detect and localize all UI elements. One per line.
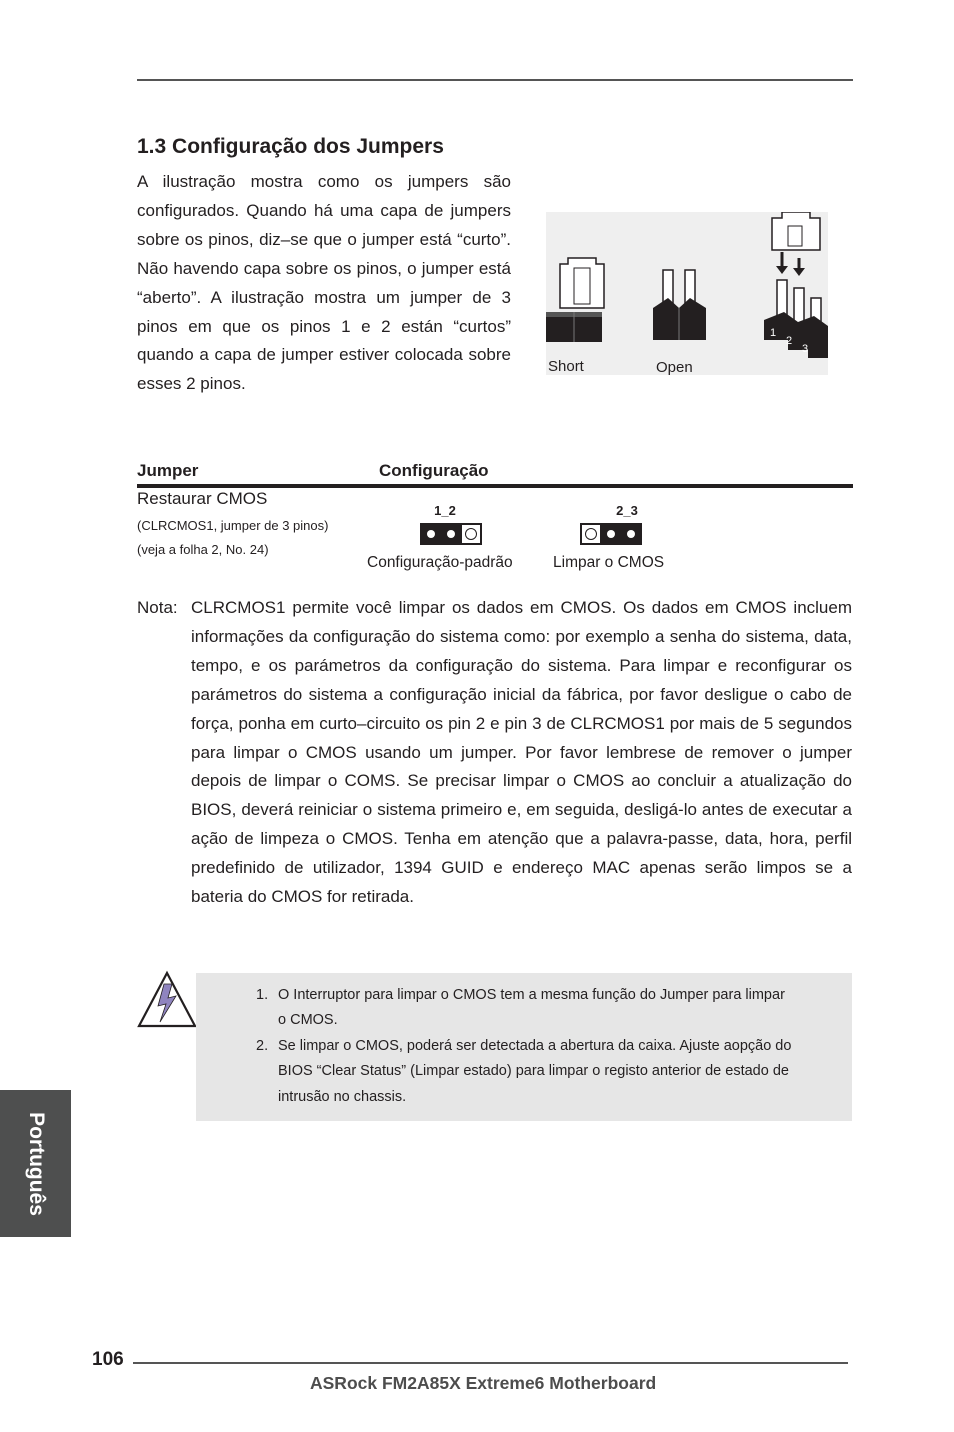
table-rule <box>137 484 853 488</box>
short-label: Short <box>548 358 584 375</box>
pin-2 <box>440 523 462 545</box>
caution-list <box>256 983 796 1110</box>
pin-1 <box>420 523 442 545</box>
open-label: Open <box>656 359 693 375</box>
page-number: 106 <box>92 1349 124 1370</box>
open-jumper-graphic <box>653 270 706 340</box>
caution-box <box>196 973 852 1121</box>
default-config-caption: Configuração-padrão <box>367 554 513 571</box>
pin-3 <box>460 523 482 545</box>
default-pin-header <box>420 523 482 549</box>
caution-item-text: O Interruptor para limpar o CMOS tem a mesma função do Jumper para limpar o CMOS. <box>278 987 785 1029</box>
caution-item <box>256 1034 796 1110</box>
table-header-jumper: Jumper <box>137 461 199 480</box>
pin-2 <box>600 523 622 545</box>
caution-item <box>256 983 796 1034</box>
clear-pin-header <box>580 523 642 549</box>
note-label: Nota: <box>137 598 178 617</box>
section-title: 1.3 Configuração dos Jumpers <box>137 135 444 158</box>
short-jumper-graphic <box>546 258 604 342</box>
caution-item-number: 1. <box>256 987 269 1003</box>
clear-cmos-caption: Limpar o CMOS <box>553 554 665 571</box>
row-name: Restaurar CMOS <box>137 489 268 508</box>
bottom-rule <box>133 1362 848 1364</box>
row-detail-2: (veja a folha 2, No. 24) <box>137 542 269 557</box>
pin-number-2: 2 <box>786 335 793 347</box>
intro-paragraph: A ilustração mostra como os jumpers são configurados. Quando há uma capa de jumpers sobre os pinos, diz–se que o jumper está “curto”. Não havendo capa sobre os pinos, o jumper está “aberto”. A ilustração mostra um jumper de 3 pinos em que os pinos 1 e 2 están “curtos” quando a capa de jumper estiver colocada sobre esses 2 pinos. <box>137 172 511 394</box>
default-pins-label: 1_2 <box>434 503 456 518</box>
clear-pins-label: 2_3 <box>616 503 638 518</box>
caution-item-text: Se limpar o CMOS, poderá ser detectada a abertura da caixa. Ajuste aopção do BIOS “Clear Status” (Limpar estado) para limpar o registo anterior de estado de intrusão no chassis. <box>278 1037 792 1105</box>
note-body: CLRCMOS1 permite você limpar os dados em CMOS. Os dados em CMOS incluem informações da configuração do sistema como: por exemplo a senha do sistema, data, tempo, e os parámetros da configuração do sistema. Para limpar e reconfigurar os parámetros do sistema a configuração inicial da fábrica, por favor desligue o cabo de força, ponha em curto–circuito os pin 2 e pin 3 de CLRCMOS1 por mais de 5 segundos para limpar o CMOS usando um jumper. Por favor lembrese de remover o jumper depois de limpar o COMS. Se precisar limpar o CMOS ao concluir a atualização do BIOS, deverá reiniciar o sistema primeiro e, em seguida, desligá-lo antes de executar a ação de limpeza o CMOS. Tenha em atenção que a palavra-passe, data, hora, perfil predefinido de utilizador, 1394 GUID e endereço MAC apenas serão limpos se a bateria do CMOS for retirada. <box>191 598 852 907</box>
pin-1 <box>580 523 602 545</box>
top-rule <box>137 79 853 81</box>
pin-number-3: 3 <box>802 343 809 355</box>
pin-number-1: 1 <box>770 327 777 339</box>
table-header-config: Configuração <box>379 461 489 480</box>
jumper-illustration <box>546 212 828 375</box>
language-label: Português <box>24 1111 48 1216</box>
warning-icon <box>136 970 198 1030</box>
row-detail-1: (CLRCMOS1, jumper de 3 pinos) <box>137 518 329 533</box>
language-tab <box>0 1090 71 1237</box>
caution-item-number: 2. <box>256 1037 269 1054</box>
pin-3 <box>620 523 642 545</box>
footer-title: ASRock FM2A85X Extreme6 Motherboard <box>310 1373 657 1393</box>
